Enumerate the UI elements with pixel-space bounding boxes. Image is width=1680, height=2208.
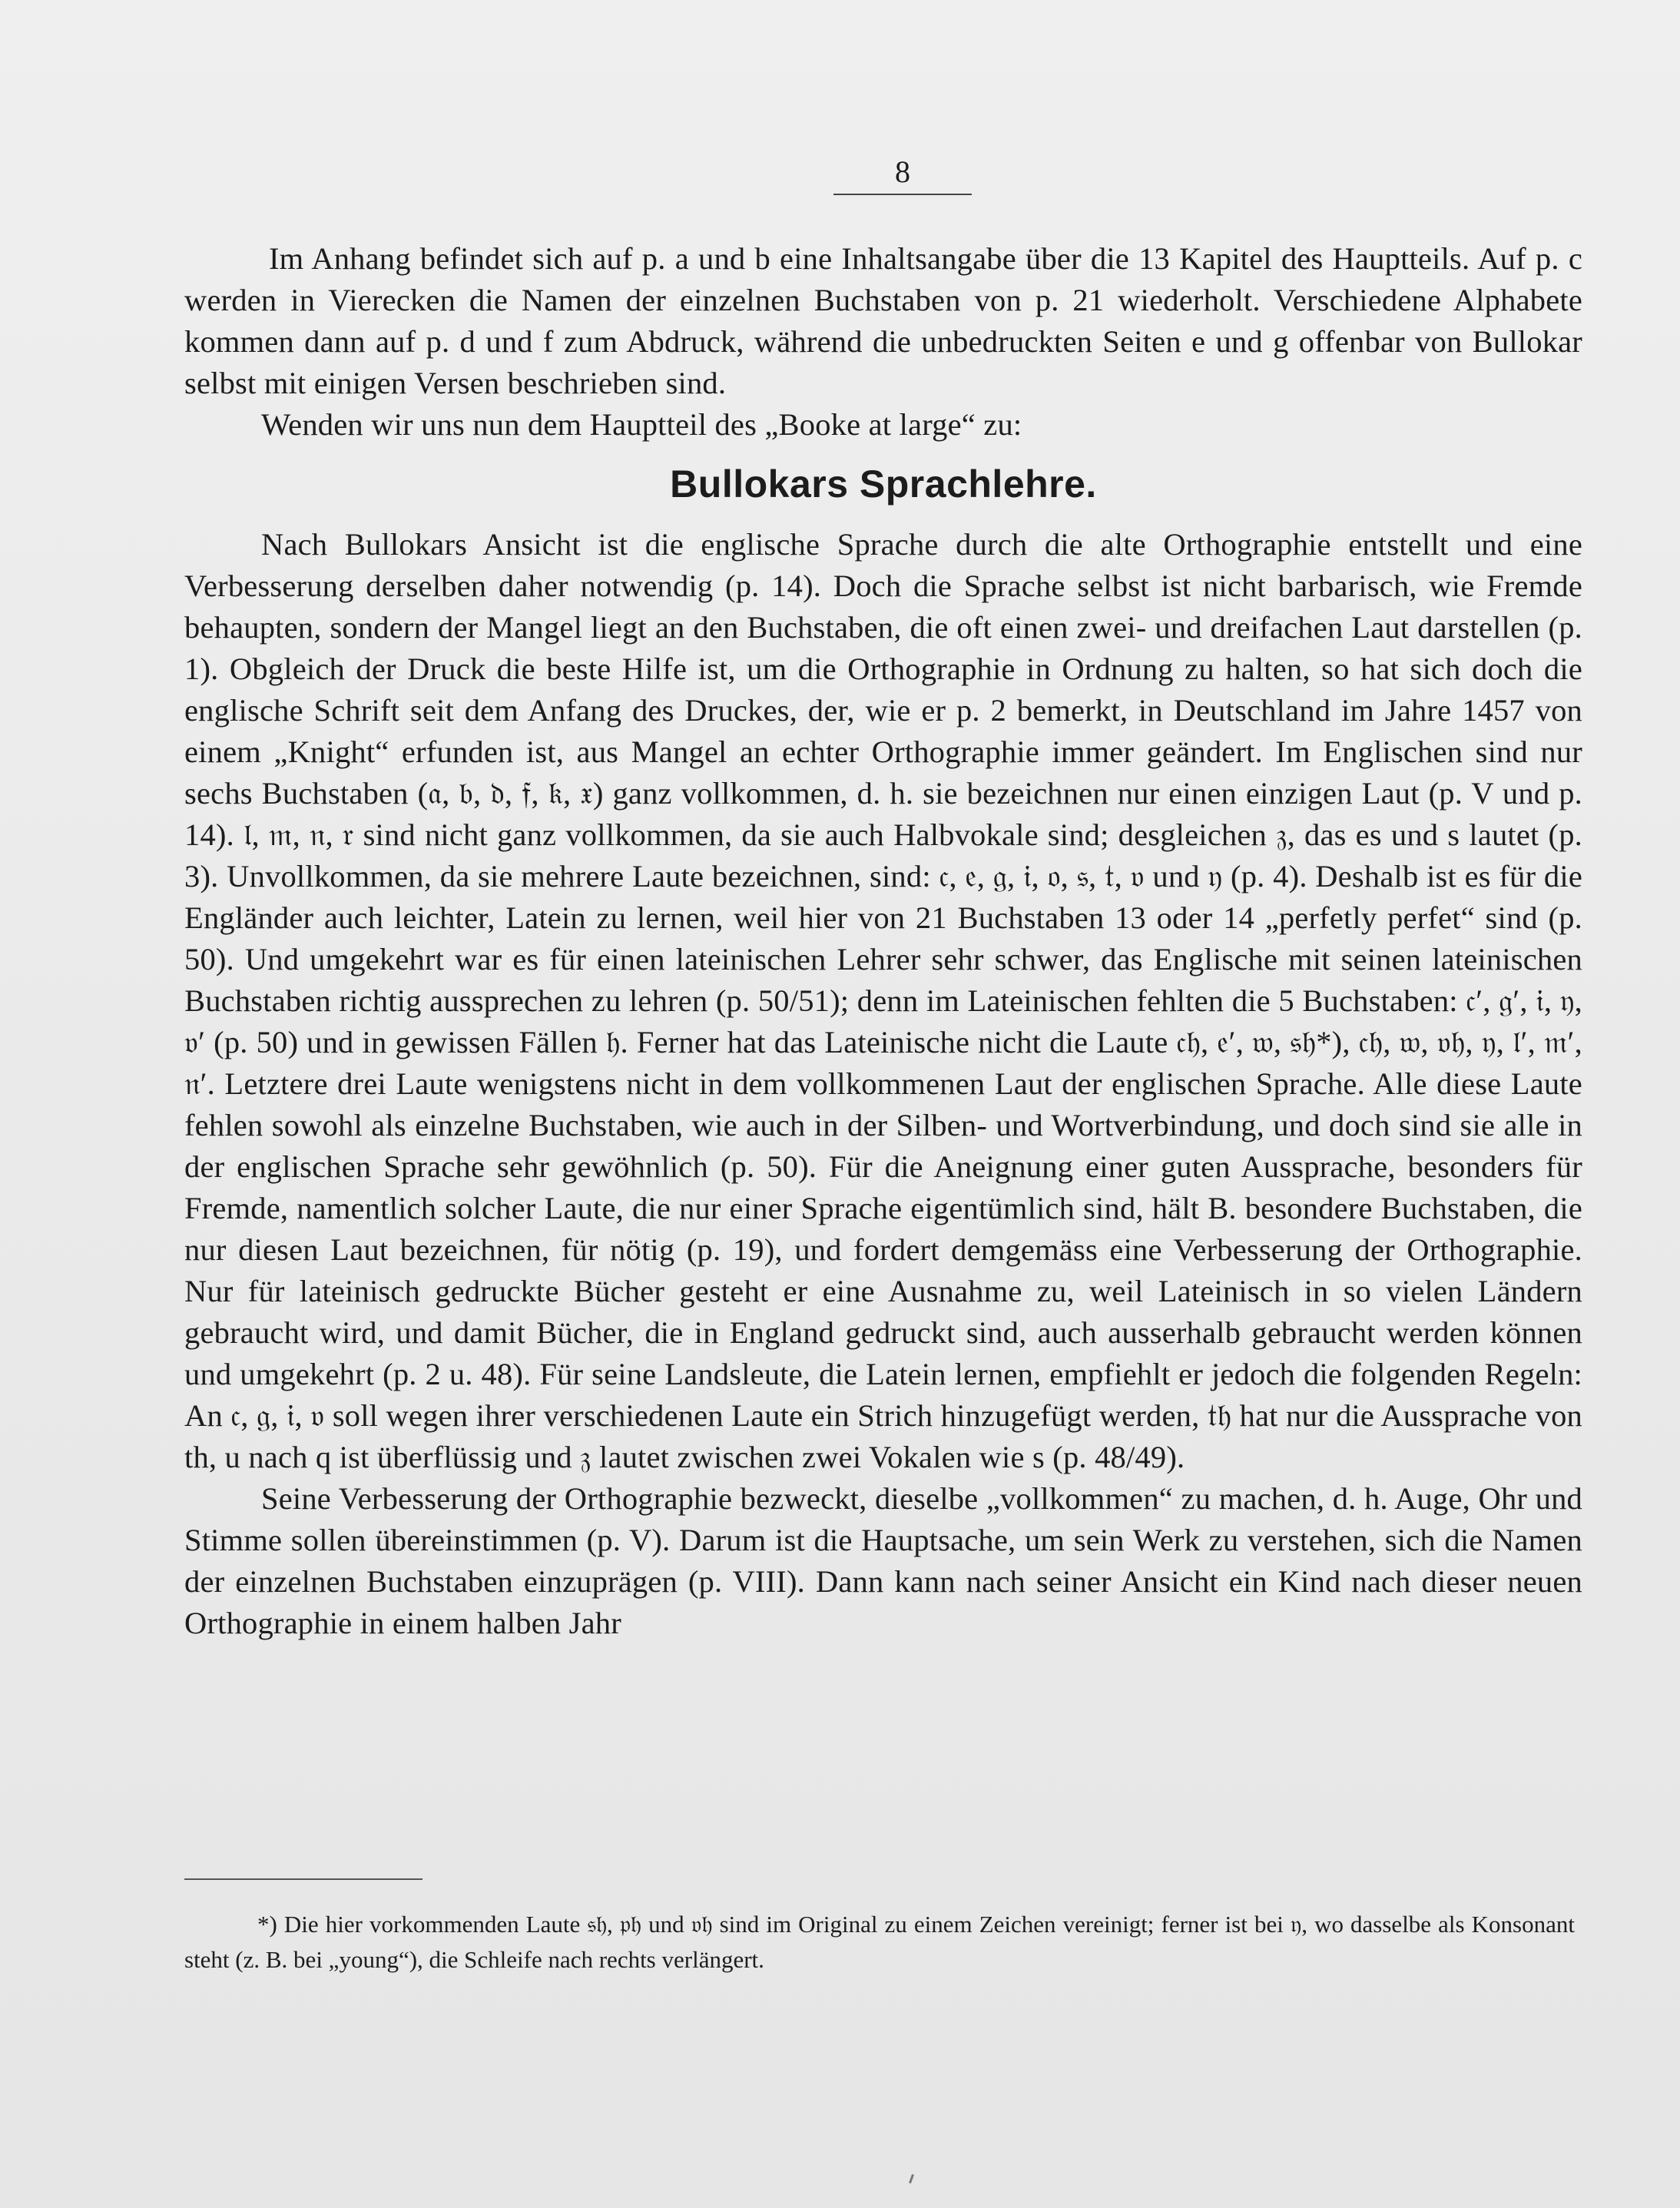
page-number: 8 — [895, 154, 910, 189]
page-number-block — [833, 154, 972, 195]
scan-speck — [909, 2174, 914, 2183]
paragraph-appendix: Im Anhang befindet sich auf p. a und b eine Inhaltsangabe über die 13 Kapitel des Hauptteils. Auf p. c werden in Vierecken die Namen der einzelnen Buchstaben von p. 21 wiederholt. Verschiedene Alphabete kommen dann auf p. d und f zum Abdruck, während die unbedruckten Seiten e und g offenbar von Bullokar selbst mit einigen Versen beschrieben sind. — [184, 241, 1582, 400]
paragraph-orthography-reform: Seine Verbesserung der Orthographie bezweckt, dieselbe „vollkommen“ zu machen, d. h. Auge, Ohr und Stimme sollen übereinstimmen (p. V). Darum ist die Hauptsache, um sein Werk zu verstehen, sich die Namen der einzelnen Buchstaben einzuprägen (p. VIII). Dann kann nach seiner Ansicht ein Kind nach dieser neuen Orthographie in einem halben Jahr — [184, 1481, 1582, 1640]
footnote-divider — [184, 1878, 422, 1880]
paragraph-transition: Wenden wir uns nun dem Hauptteil des „Booke at large“ zu: — [261, 407, 1022, 442]
footnote: *) Die hier vorkommenden Laute 𝔰𝔥, 𝔭𝔥 und 𝔳𝔥 sind im Original zu einem Zeichen vereinigt; ferner ist bei 𝔶, wo dasselbe als Konsonant steht (z. B. bei „young“), die Schleife nach rechts verlängert. — [184, 1911, 1575, 1973]
page-number-rule — [833, 194, 972, 195]
main-text — [184, 238, 1582, 1644]
section-heading: Bullokars Sprachlehre. — [670, 462, 1097, 506]
paragraph-bullokar-view: Nach Bullokars Ansicht ist die englische Sprache durch die alte Orthographie entstellt und eine Verbesserung derselben daher notwendig (p. 14). Doch die Sprache selbst ist nicht barbarisch, wie Fremde behaupten, sondern der Mangel liegt an den Buchstaben, die oft einen zwei- und dreifachen Laut darstellen (p. 1). Obgleich der Druck die beste Hilfe ist, um die Orthographie in Ordnung zu halten, so hat sich doch die englische Schrift seit dem Anfang des Druckes, der, wie er p. 2 bemerkt, in Deutschland im Jahre 1457 von einem „Knight“ erfunden ist, aus Mangel an echter Orthographie immer geändert. Im Englischen sind nur sechs Buchstaben (𝔞, 𝔟, 𝔡, 𝔣, 𝔨, 𝔵) ganz vollkommen, d. h. sie bezeichnen nur einen einzigen Laut (p. V und p. 14). 𝔩, 𝔪, 𝔫, 𝔯 sind nicht ganz vollkommen, da sie auch Halbvokale sind; desgleichen 𝔷, das es und s lautet (p. 3). Unvollkommen, da sie mehrere Laute bezeichnen, sind: 𝔠, 𝔢, 𝔤, 𝔦, 𝔬, 𝔰, 𝔱, 𝔳 und 𝔶 (p. 4). Deshalb ist es für die Engländer auch leichter, Latein zu lernen, weil hier von 21 Buchstaben 13 oder 14 „perfetly perfet“ sind (p. 50). Und umgekehrt war es für einen lateinischen Lehrer sehr schwer, das Englische mit seinen lateinischen Buchstaben richtig aussprechen zu lehren (p. 50/51); denn im Lateinischen fehlten die 5 Buchstaben: 𝔠′, 𝔤′, 𝔦, 𝔶, 𝔳′ (p. 50) und in gewissen Fällen 𝔥. Ferner hat das Lateinische nicht die Laute 𝔠𝔥, 𝔢′, 𝔴, 𝔰𝔥*), 𝔠𝔥, 𝔴, 𝔳𝔥, 𝔶, 𝔩′, 𝔪′, 𝔫′. Letztere drei Laute wenigstens nicht in dem vollkommenen Laut der englischen Sprache. Alle diese Laute fehlen sowohl als einzelne Buchstaben, wie auch in der Silben- und Wortverbindung, und doch sind sie alle in der englischen Sprache sehr gewöhnlich (p. 50). Für die Aneignung einer guten Aussprache, besonders für Fremde, namentlich solcher Laute, die nur einer Sprache eigentümlich sind, hält B. besondere Buchstaben, die nur diesen Laut bezeichnen, für nötig (p. 19), und fordert demgemäss eine Verbesserung der Orthographie. Nur für lateinisch gedruckte Bücher gesteht er eine Ausnahme zu, weil Lateinisch in so vielen Ländern gebraucht wird, und damit Bücher, die in England gedruckt sind, auch ausserhalb gebraucht werden können und umgekehrt (p. 2 u. 48). Für seine Landsleute, die Latein lernen, empfiehlt er jedoch die folgenden Regeln: An 𝔠, 𝔤, 𝔦, 𝔳 soll wegen ihrer verschiedenen Laute ein Strich hinzugefügt werden, 𝔱𝔥 hat nur die Aussprache von th, u nach q ist überflüssig und 𝔷 lautet zwischen zwei Vokalen wie s (p. 48/49). — [184, 527, 1582, 1474]
